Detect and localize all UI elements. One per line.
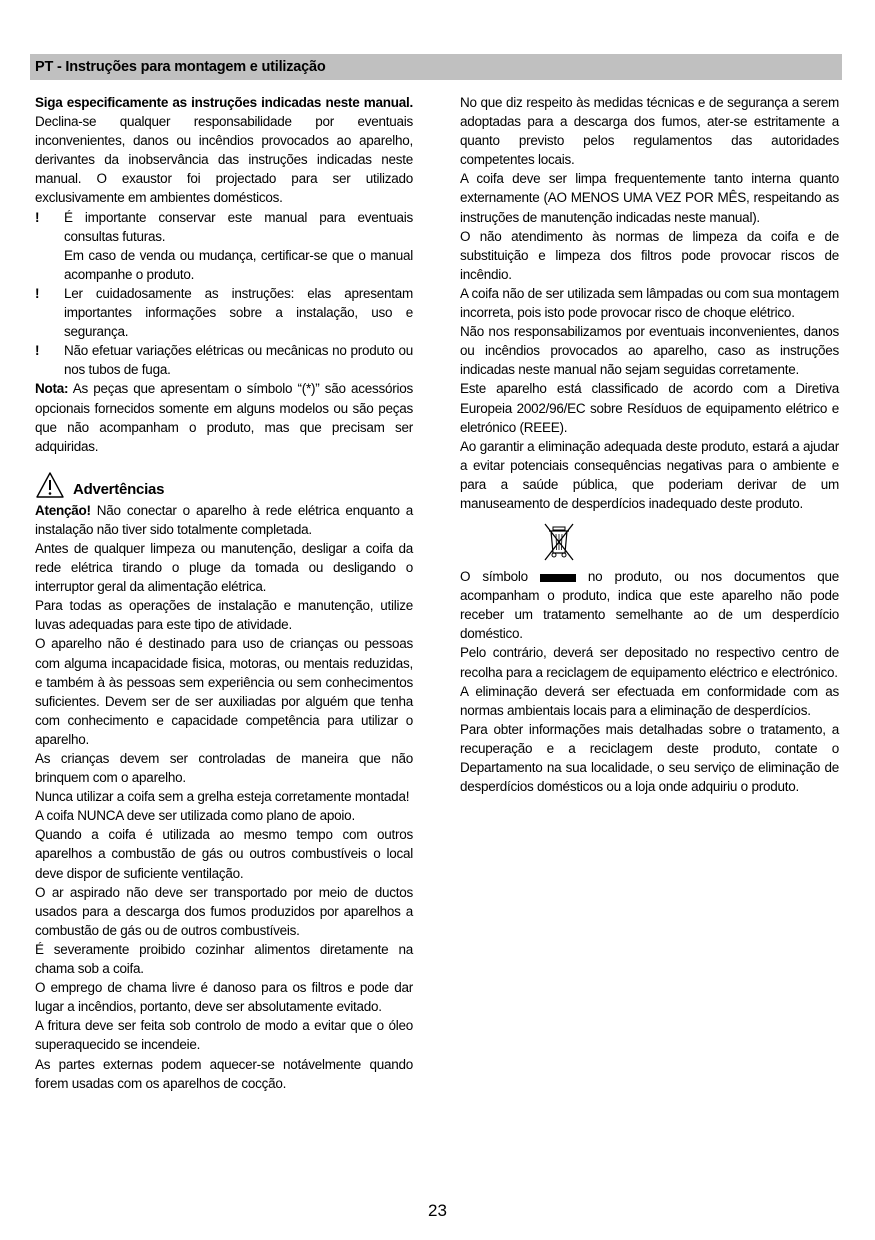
warning-paragraph: É severamente proibido cozinhar alimentos diretamente na chama sob a coifa. <box>35 941 413 977</box>
intro-paragraph: Siga especificamente as instruções indicadas neste manual. Declina-se qualquer responsabilidade por eventuais inconvenientes, danos ou incêndios provocados ao aparelho, derivantes da inobservância das instruções indicadas neste manual. O exaustor foi projectado para ser utilizado exclusivamente em ambientes domésticos. <box>35 95 413 206</box>
bullet-item: ! Ler cuidadosamente as instruções: elas apresentam importantes informações sobre a instalação, uso e segurança. <box>35 285 413 340</box>
right-column <box>460 93 839 796</box>
warning-paragraph: As partes externas podem aquecer-se notávelmente quando forem usadas com os aparelhos de cocção. <box>35 1056 413 1091</box>
warning-paragraph: A fritura deve ser feita sob controlo de modo a evitar que o óleo superaquecido se incendeie. <box>35 1018 413 1053</box>
bullet-item: ! Não efetuar variações elétricas ou mecânicas no produto ou nos tubos de fuga. <box>35 343 413 378</box>
right-paragraph: A coifa não de ser utilizada sem lâmpadas ou com sua montagem incorreta, pois isto pode provocar risco de choque elétrico. <box>460 285 839 321</box>
warning-paragraph: Antes de qualquer limpeza ou manutenção, desligar a coifa da rede elétrica tirando o pluge da tomada ou desligando o interruptor geral da alimentação elétrica. <box>35 540 413 595</box>
right-paragraph: A eliminação deverá ser efectuada em conformidade com as normas ambientais locais para a eliminação de desperdícios. <box>460 683 839 718</box>
crossed-bin-icon <box>542 521 839 563</box>
right-paragraph: Para obter informações mais detalhadas sobre o tratamento, a recuperação e a reciclagem deste produto, contate o Departamento na sua localidade, o seu serviço de eliminação de desperdícios domésticos ou a loja onde adquiriu o produto. <box>460 721 839 795</box>
warning-paragraph: O emprego de chama livre é danoso para os filtros e pode dar lugar a incêndios, portanto, deve ser absolutamente evitado. <box>35 980 413 1015</box>
section-header-bar <box>30 54 842 80</box>
warnings-heading <box>35 469 413 499</box>
right-paragraph: O não atendimento às normas de limpeza da coifa e de substituição e limpeza dos filtros pode provocar riscos de incêndio. <box>460 228 839 282</box>
bullet-sub-text: Em caso de venda ou mudança, certificar-se que o manual acompanhe o produto. <box>64 247 413 282</box>
right-paragraph: No que diz respeito às medidas técnicas e de segurança a serem adoptadas para a descarga dos fumos, ater-se estritamente a quanto previsto pelos regulamentos das autoridades competentes locais. <box>460 95 839 168</box>
intro-bold: Siga especificamente as instruções indicadas neste manual. <box>35 95 413 110</box>
exclamation-icon: ! <box>35 285 40 301</box>
warning-triangle-icon <box>35 471 65 499</box>
right-paragraph: Ao garantir a eliminação adequada deste produto, estará a ajudar a evitar potenciais consequências negativas para o ambiente e para a saúde pública, que poderiam derivar de um manuseamento de desperdícios inadequado deste produto. <box>460 438 839 511</box>
warning-paragraph: Para todas as operações de instalação e manutenção, utilize luvas adequadas para este tipo de atividade. <box>35 598 413 633</box>
attention-paragraph: Atenção! Não conectar o aparelho à rede elétrica enquanto a instalação não tiver sido totalmente completada. <box>35 502 413 537</box>
warning-paragraph: A coifa NUNCA deve ser utilizada como plano de apoio. <box>35 808 355 824</box>
warning-paragraph: O aparelho não é destinado para uso de crianças ou pessoas com alguma incapacidade fisica, motoras, ou mentais reduzidas, e também à às pessoas sem experiência ou sem conhecimentos suficientes. Devem ser de ser auxiliadas por alguém que tenha com conhecimento e capacidade competência para utilizar o aparelho. <box>35 636 413 747</box>
symbol-paragraph: O símbolo no produto, ou nos documentos que acompanham o produto, indica que este aparelho não pode receber um tratamento semelhante ao de um desperdício doméstico. <box>460 569 839 642</box>
note-paragraph: Nota: As peças que apresentam o símbolo “(*)” são acessórios opcionais fornecidos somente em alguns modelos ou são peças que não acompanham o produto, mas que precisam ser adquiridas. <box>35 381 413 454</box>
right-paragraph: Pelo contrário, deverá ser depositado no respectivo centro de recolha para a reciclagem de equipamento eléctrico e electrónico. <box>460 645 839 680</box>
weee-bar-icon <box>540 574 576 582</box>
warning-paragraph: Nunca utilizar a coifa sem a grelha esteja corretamente montada! <box>35 789 410 805</box>
warning-paragraph: As crianças devem ser controladas de maneira que não brinquem com o aparelho. <box>35 751 413 786</box>
warnings-title: Advertências <box>73 480 165 498</box>
left-column <box>35 93 413 1093</box>
bullet-item: ! É importante conservar este manual para eventuais consultas futuras. Em caso de venda ou mudança, certificar-se que o manual acompanhe o produto. <box>35 208 413 284</box>
right-paragraph: Não nos responsabilizamos por eventuais inconvenientes, danos ou incêndios provocados ao aparelho, caso as instruções indicadas neste manual não sejam seguidas corretamente. <box>460 324 839 378</box>
right-paragraph: Este aparelho está classificado de acordo com a Diretiva Europeia 2002/96/EC sobre Resíduos de equipamento elétrico e eletrónico (REEE). <box>460 381 839 435</box>
warning-paragraph: O ar aspirado não deve ser transportado por meio de ductos usados para a descarga dos fumos produzidos por aparelhos a combustão de gás ou de outros combustíveis. <box>35 884 413 938</box>
warning-paragraph: Quando a coifa é utilizada ao mesmo tempo com outros aparelhos a combustão de gás ou outros combustíveis o local deve dispor de suficiente ventilação. <box>35 827 413 881</box>
exclamation-icon: ! <box>35 343 40 359</box>
section-title: PT - Instruções para montagem e utilização <box>35 59 326 75</box>
exclamation-icon: ! <box>35 209 40 225</box>
right-paragraph: A coifa deve ser limpa frequentemente tanto interna quanto externamente (AO MENOS UMA VEZ POR MÊS, respeitando as instruções de manutenção indicadas neste manual). <box>460 171 839 225</box>
page-number: 23 <box>428 1201 447 1220</box>
